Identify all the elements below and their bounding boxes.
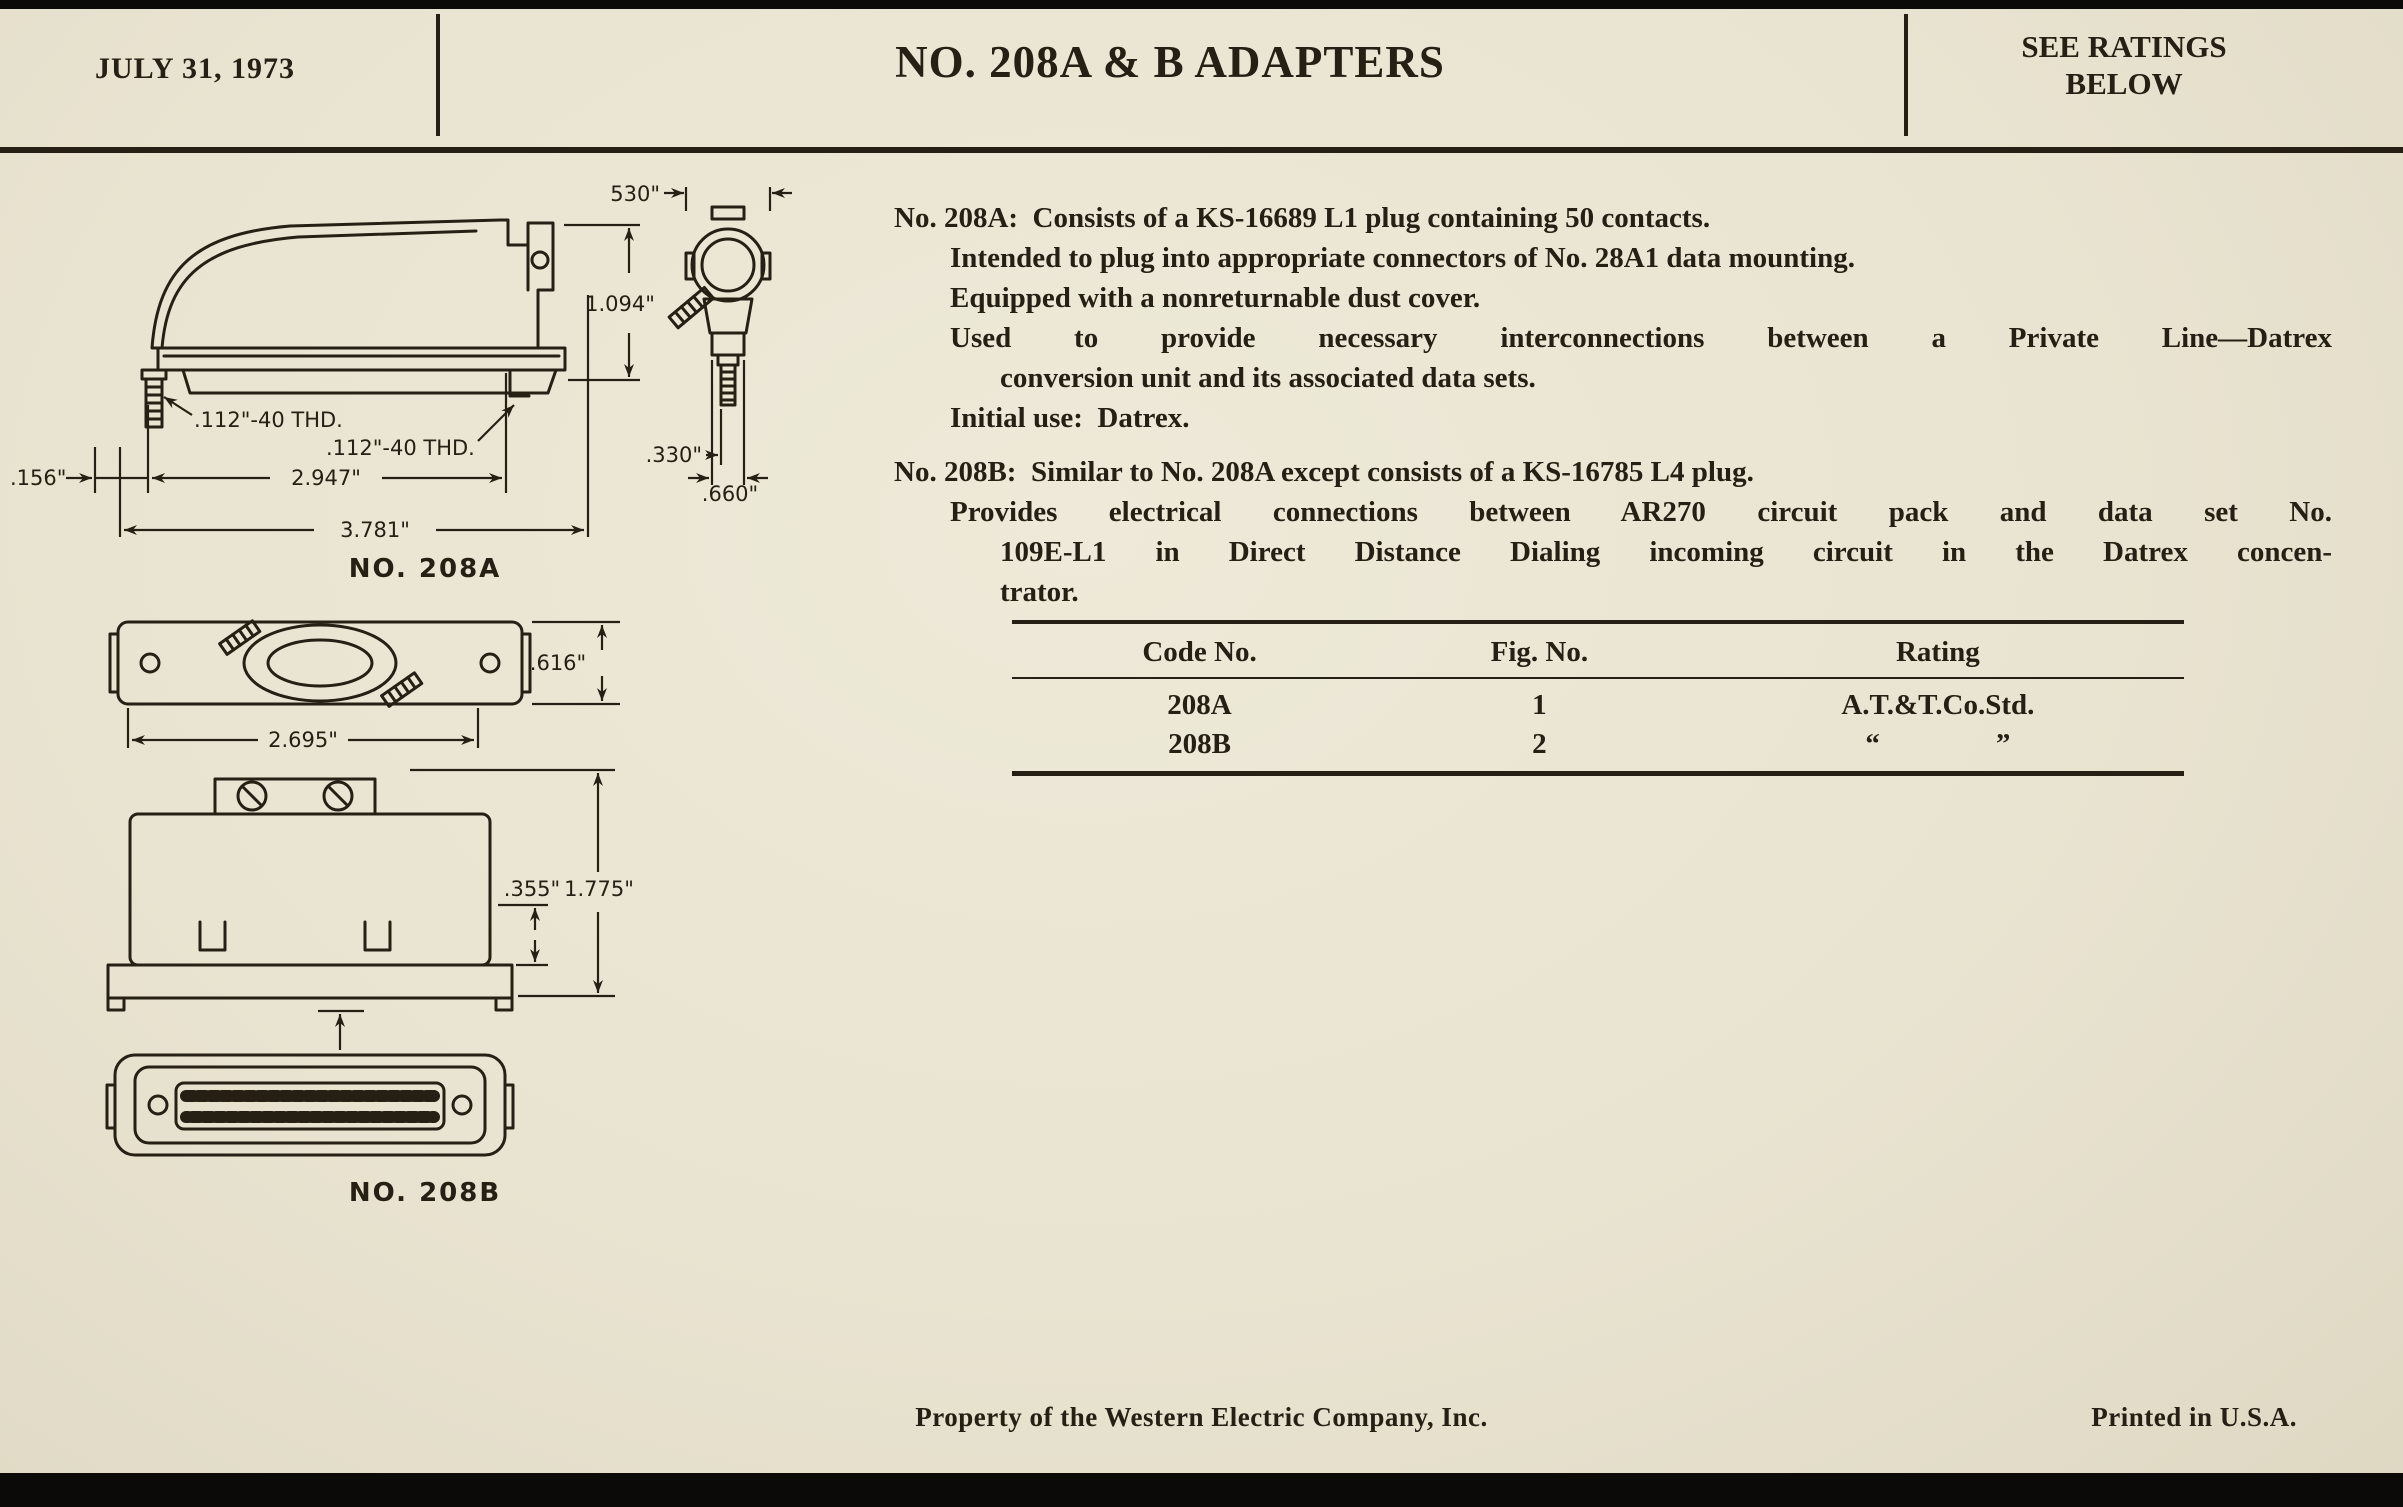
figure-208b-drawing: [80, 600, 700, 1180]
header-rule: [0, 147, 2403, 153]
fig-b-side-view: [108, 779, 512, 1010]
fig-a-end-view: [669, 207, 770, 405]
desc-208a-line6: Initial use: Datrex.: [950, 402, 1190, 434]
dim-660-label: .660": [701, 482, 759, 506]
desc-208b-line3: 109E-L1 in Direct Distance Dialing incoming circuit in the Datrex concen-: [1000, 536, 2332, 568]
desc-208b-line1: No. 208B: Similar to No. 208A except consists of a KS-16785 L4 plug.: [894, 456, 1754, 488]
page-title: NO. 208A & B ADAPTERS: [895, 37, 1445, 87]
table-row-208a: [1012, 678, 2184, 725]
dim-3781-label: 3.781": [340, 518, 410, 542]
figure-208a-drawing: [8, 165, 808, 565]
header-date: JULY 31, 1973: [95, 52, 295, 85]
figure-a-caption: NO. 208A: [348, 554, 502, 584]
table-row-208b: [1012, 725, 2184, 774]
cell-rating-208b: “ ”: [1865, 728, 2011, 760]
fig-b-side-dimensions: [318, 770, 634, 1050]
dim-616-label: .616": [529, 651, 587, 675]
cell-fig-208a: 1: [1532, 689, 1547, 721]
desc-208a-line4: Used to provide necessary interconnections between a Private Line—Datrex: [950, 322, 2332, 354]
ratings-note-line1: SEE RATINGS: [2021, 29, 2227, 64]
ratings-note-line2: BELOW: [2065, 66, 2183, 101]
fig-a-dimensions: [10, 182, 792, 542]
scan-edge-top: [0, 0, 2403, 9]
cell-rating-208a: A.T.&T.Co.Std.: [1841, 689, 2035, 721]
thread-callout-1: .112"-40 THD.: [194, 408, 343, 432]
description-panel: [894, 198, 2332, 612]
col-header-code-no: Code No.: [1012, 622, 1387, 678]
desc-208a-line3: Equipped with a nonreturnable dust cover.: [950, 282, 1481, 314]
cell-fig-208b: 2: [1532, 728, 1547, 760]
ratings-note: [1904, 28, 2344, 102]
desc-208b-line2: Provides electrical connections between AR270 circuit pack and data set No.: [950, 496, 2332, 528]
fig-a-side-view: [142, 220, 565, 427]
desc-208b-line4: trator.: [1000, 576, 1079, 608]
col-header-rating: Rating: [1692, 622, 2184, 678]
dim-156-label: .156": [10, 466, 67, 490]
fig-b-top-dimensions: [128, 622, 620, 752]
ratings-table: [1012, 620, 2184, 776]
scan-edge-bottom: [0, 1473, 2403, 1507]
fig-b-top-view: [110, 621, 530, 707]
dim-1094-label: 1.094": [585, 292, 655, 316]
ratings-table-header-row: [1012, 622, 2184, 678]
dim-2947-label: 2.947": [291, 466, 361, 490]
dim-2695-label: 2.695": [268, 728, 338, 752]
dim-355-label: .355": [503, 877, 561, 901]
col-header-fig-no: Fig. No.: [1387, 622, 1692, 678]
printed-note: Printed in U.S.A.: [2091, 1402, 2297, 1432]
desc-208a-line5: conversion unit and its associated data sets.: [1000, 362, 1536, 394]
property-note: Property of the Western Electric Company, Inc.: [915, 1402, 1488, 1432]
desc-208a-line1: No. 208A: Consists of a KS-16689 L1 plug containing 50 contacts.: [894, 202, 1711, 234]
dim-530-label: 530": [610, 182, 660, 206]
dim-1775-label: 1.775": [564, 877, 634, 901]
thread-callout-2: .112"-40 THD.: [326, 436, 475, 460]
cell-code-208b: 208B: [1168, 728, 1231, 760]
figure-b-caption: NO. 208B: [348, 1178, 502, 1208]
cell-code-208a: 208A: [1167, 689, 1232, 721]
dim-330-label: .330": [645, 443, 702, 467]
desc-208a-line2: Intended to plug into appropriate connectors of No. 28A1 data mounting.: [950, 242, 1855, 274]
fig-b-bottom-view: [107, 1055, 513, 1155]
